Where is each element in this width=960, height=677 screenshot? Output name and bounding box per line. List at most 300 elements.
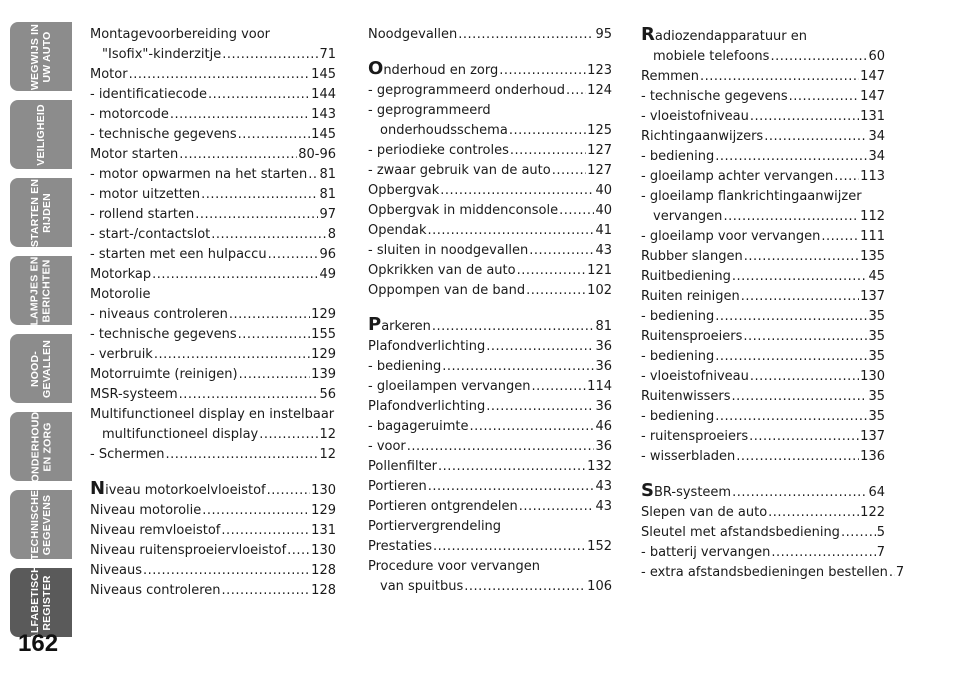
index-entry — [90, 385, 336, 405]
index-entry — [90, 225, 336, 245]
leader-dots — [510, 141, 586, 161]
leader-dots — [165, 445, 318, 465]
index-entry-text: Motorolie — [90, 287, 151, 302]
page-reference: 95 — [595, 27, 612, 42]
index-entry-text: arkeren — [381, 319, 431, 334]
index-entry — [90, 245, 336, 265]
index-entry — [641, 287, 885, 307]
index-entry-text: - extra afstandsbedieningen bestellen — [641, 565, 888, 580]
index-entry-text: Plafondverlichting — [368, 399, 486, 414]
leader-dots — [221, 521, 310, 541]
index-entry-text: Opkrikken van de auto — [368, 263, 516, 278]
index-entry — [368, 477, 612, 497]
leader-dots — [715, 407, 867, 427]
index-entry — [641, 127, 885, 147]
chapter-tab-4[interactable] — [10, 256, 72, 325]
index-entry — [368, 181, 612, 201]
page-reference: 145 — [311, 127, 336, 142]
index-entry — [641, 227, 885, 247]
page-reference: 40 — [595, 183, 612, 198]
index-entry — [368, 337, 612, 357]
index-entry-text: van spuitbus — [380, 579, 464, 594]
index-entry — [368, 161, 612, 181]
index-entry — [90, 265, 336, 285]
index-entry-text: iveau motorkoelvloeistof — [105, 483, 266, 498]
index-entry-text: Niveau motorolie — [90, 503, 202, 518]
leader-dots — [195, 205, 318, 225]
index-entry-text: Montagevoorbereiding voor — [90, 27, 271, 42]
page-reference: 43 — [595, 479, 612, 494]
index-entry-text: - gloeilamp flankrichtingaanwijzer — [641, 189, 862, 204]
index-entry — [90, 479, 336, 501]
leader-dots — [552, 161, 586, 181]
index-entry — [368, 101, 612, 141]
leader-dots — [768, 503, 859, 523]
index-entry-text: adiozendapparatuur en — [654, 29, 808, 44]
index-entry — [90, 521, 336, 541]
leader-dots — [407, 437, 595, 457]
page-reference: 147 — [860, 69, 885, 84]
index-entry — [368, 557, 612, 597]
leader-dots — [179, 385, 319, 405]
index-entry — [641, 147, 885, 167]
leader-dots — [750, 367, 859, 387]
page-reference: 145 — [311, 67, 336, 82]
page-reference: 127 — [587, 163, 612, 178]
page-reference: 123 — [587, 63, 612, 78]
leader-dots — [427, 221, 594, 241]
index-entry-line — [90, 405, 336, 425]
leader-dots — [789, 87, 860, 107]
leader-dots — [152, 265, 318, 285]
leader-dots — [267, 481, 311, 501]
chapter-tab-1[interactable] — [10, 22, 72, 91]
page-reference: 81 — [319, 187, 336, 202]
page-reference: 124 — [587, 83, 612, 98]
leader-dots — [433, 537, 586, 557]
leader-dots — [179, 145, 297, 165]
chapter-tab-label: ALFABETISCH REGISTER — [29, 564, 54, 641]
index-entry-text: Richtingaanwijzers — [641, 129, 764, 144]
index-entry — [368, 141, 612, 161]
leader-dots — [749, 427, 859, 447]
index-entry — [641, 327, 885, 347]
index-entry-line — [641, 187, 885, 207]
index-entry — [90, 365, 336, 385]
index-entry-text: - technische gegevens — [641, 89, 788, 104]
leader-dots — [509, 121, 586, 141]
leader-dots — [532, 377, 587, 397]
index-entry-text: Sleutel met afstandsbediening — [641, 525, 840, 540]
page-reference: 35 — [868, 389, 885, 404]
index-entry-text: mobiele telefoons — [653, 49, 770, 64]
index-letter: N — [90, 478, 106, 499]
index-entry — [90, 501, 336, 521]
page-reference: 35 — [868, 349, 885, 364]
leader-dots — [222, 581, 311, 601]
page-reference: 36 — [595, 399, 612, 414]
leader-dots — [821, 227, 859, 247]
index-entry-text: - gloeilamp voor vervangen — [641, 229, 821, 244]
leader-dots — [469, 417, 594, 437]
index-entry — [90, 581, 336, 601]
index-entry — [90, 445, 336, 465]
leader-dots — [499, 61, 586, 81]
index-entry — [90, 145, 336, 165]
index-entry — [641, 503, 885, 523]
index-entry-text: - niveaus controleren — [90, 307, 228, 322]
leader-dots — [715, 307, 867, 327]
leader-dots — [238, 125, 311, 145]
index-entry-text: Motorruimte (reinigen) — [90, 367, 238, 382]
index-entry — [368, 377, 612, 397]
index-entry-text: - bagageruimte — [368, 419, 469, 434]
chapter-tab-label: LAMPJES EN BERICHTEN — [29, 255, 54, 326]
index-entry-text: - voor — [368, 439, 406, 454]
index-entry-text: BR-systeem — [653, 485, 732, 500]
page-reference: 114 — [587, 379, 612, 394]
page-reference: 12 — [319, 447, 336, 462]
index-entry-text: Portieren — [368, 479, 427, 494]
chapter-tab-2[interactable] — [10, 100, 72, 169]
index-entry-text: - verbruik — [90, 347, 153, 362]
chapter-tab-label: STARTEN EN RIJDEN — [29, 178, 53, 247]
leader-dots — [486, 337, 594, 357]
leader-dots — [741, 287, 859, 307]
leader-dots — [770, 47, 867, 67]
index-entry — [368, 25, 612, 45]
page-reference: 121 — [587, 263, 612, 278]
index-column-3 — [641, 24, 905, 583]
index-column-1 — [90, 25, 336, 601]
page-reference: 35 — [868, 309, 885, 324]
index-entry — [641, 563, 905, 583]
index-entry — [368, 397, 612, 417]
leader-dots — [715, 147, 867, 167]
page-reference: 34 — [868, 129, 885, 144]
index-entry — [641, 407, 885, 427]
index-entry — [641, 167, 885, 187]
page-reference: 102 — [587, 283, 612, 298]
page-reference: 135 — [860, 249, 885, 264]
index-entry — [368, 517, 612, 537]
page-reference: 60 — [868, 49, 885, 64]
index-entry-text: - wisserbladen — [641, 449, 736, 464]
index-entry-text: Rubber slangen — [641, 249, 743, 264]
index-entry — [90, 25, 336, 65]
index-entry — [641, 387, 885, 407]
page-reference: 112 — [860, 209, 885, 224]
page-reference: 40 — [595, 203, 612, 218]
page-reference: 43 — [595, 243, 612, 258]
leader-dots — [442, 357, 594, 377]
page-number: 162 — [18, 630, 59, 657]
page-reference: 36 — [595, 439, 612, 454]
index-entry-text: Portiervergrendeling — [368, 519, 502, 534]
index-entry — [368, 357, 612, 377]
page-reference: 137 — [860, 289, 885, 304]
page-reference: 5 — [876, 525, 885, 540]
section-gap — [368, 301, 612, 315]
leader-dots — [732, 483, 867, 503]
leader-dots — [700, 67, 859, 87]
page-reference: 130 — [311, 543, 336, 558]
index-entry-text: - technische gegevens — [90, 127, 237, 142]
leader-dots — [202, 501, 310, 521]
index-entry-text: Ruitbediening — [641, 269, 731, 284]
leader-dots — [222, 45, 318, 65]
page-reference: 64 — [868, 485, 885, 500]
leader-dots — [841, 523, 876, 543]
index-entry — [90, 105, 336, 125]
index-entry-text: Slepen van de auto — [641, 505, 768, 520]
chapter-tab-8[interactable] — [10, 564, 72, 641]
index-entry — [368, 221, 612, 241]
page-reference: 34 — [868, 149, 885, 164]
index-entry-text: - vloeistofniveau — [641, 369, 749, 384]
index-entry — [90, 125, 336, 145]
index-entry — [641, 543, 885, 563]
index-entry-text: Opendak — [368, 223, 427, 238]
page-reference: 130 — [860, 369, 885, 384]
index-entry-text: Remmen — [641, 69, 700, 84]
index-entry — [368, 281, 612, 301]
page-reference: 36 — [595, 339, 612, 354]
page-reference: 130 — [311, 483, 336, 498]
page-reference: 129 — [311, 307, 336, 322]
leader-dots — [744, 247, 859, 267]
index-entry-text: - sluiten in noodgevallen — [368, 243, 529, 258]
leader-dots — [526, 281, 586, 301]
index-entry-text: Ruitenwissers — [641, 389, 731, 404]
chapter-tab-label: ONDERHOUD EN ZORG — [29, 411, 54, 482]
index-entry — [641, 367, 885, 387]
index-entry — [368, 417, 612, 437]
index-entry — [368, 201, 612, 221]
index-entry-text: - identificatiecode — [90, 87, 207, 102]
index-entry — [90, 325, 336, 345]
page-reference: 80-96 — [298, 147, 336, 162]
leader-dots — [308, 165, 318, 185]
index-entry-text: Portieren ontgrendelen — [368, 499, 518, 514]
leader-dots — [889, 563, 895, 583]
index-entry-text: MSR-systeem — [90, 387, 178, 402]
leader-dots — [287, 541, 310, 561]
leader-dots — [170, 105, 310, 125]
page-reference: 81 — [595, 319, 612, 334]
leader-dots — [723, 207, 859, 227]
index-entry — [368, 81, 612, 101]
page-reference: 128 — [311, 583, 336, 598]
index-entry-text: - motor opwarmen na het starten — [90, 167, 308, 182]
section-gap — [641, 467, 885, 481]
leader-dots — [208, 85, 310, 105]
index-letter: O — [368, 58, 384, 79]
leader-dots — [732, 267, 868, 287]
index-entry — [641, 523, 885, 543]
index-entry — [90, 65, 336, 85]
index-entry-text: - motor uitzetten — [90, 187, 201, 202]
page-reference: 128 — [311, 563, 336, 578]
page-reference: 12 — [319, 427, 336, 442]
index-entry-text: - bediening — [368, 359, 442, 374]
index-entry-text: - geprogrammeerd — [368, 103, 491, 118]
index-entry-text: - Schermen — [90, 447, 165, 462]
leader-dots — [239, 365, 311, 385]
index-entry-text: - starten met een hulpaccu — [90, 247, 267, 262]
chapter-tab-7[interactable] — [10, 490, 72, 559]
index-entry-line — [641, 25, 885, 47]
index-entry-line — [368, 557, 612, 577]
page-reference: 147 — [860, 89, 885, 104]
section-gap — [90, 465, 336, 479]
index-entry — [90, 205, 336, 225]
page-reference: 122 — [860, 505, 885, 520]
page-reference: 35 — [868, 329, 885, 344]
page-reference: 129 — [311, 503, 336, 518]
leader-dots — [440, 181, 594, 201]
page-reference: 81 — [319, 167, 336, 182]
page-reference: 71 — [319, 47, 336, 62]
index-entry — [90, 185, 336, 205]
page-reference: 113 — [860, 169, 885, 184]
index-entry-text: multifunctioneel display — [102, 427, 259, 442]
leader-dots — [486, 397, 594, 417]
page-reference: 143 — [311, 107, 336, 122]
chapter-tab-label: TECHNISCHE GEGEVENS — [29, 489, 54, 560]
leader-dots — [259, 425, 318, 445]
index-entry-text: onderhoudsschema — [380, 123, 508, 138]
index-entry-text: Ruitensproeiers — [641, 329, 743, 344]
section-gap — [368, 45, 612, 59]
page-reference: 41 — [595, 223, 612, 238]
chapter-tab-3[interactable] — [10, 178, 72, 247]
page-reference: 97 — [319, 207, 336, 222]
index-entry — [368, 437, 612, 457]
index-entry-text: - zwaar gebruik van de auto — [368, 163, 551, 178]
index-entry — [641, 25, 885, 67]
index-entry — [90, 541, 336, 561]
leader-dots — [229, 305, 310, 325]
page-reference: 127 — [587, 143, 612, 158]
index-entry-text: - gloeilampen vervangen — [368, 379, 531, 394]
leader-dots — [458, 25, 594, 45]
index-entry — [368, 457, 612, 477]
chapter-tab-5[interactable] — [10, 334, 72, 403]
index-entry-text: Multifunctioneel display en instelbaar — [90, 407, 335, 422]
index-entry-text: - vloeistofniveau — [641, 109, 749, 124]
index-entry-text: nderhoud en zorg — [383, 63, 499, 78]
page-reference: 132 — [587, 459, 612, 474]
index-entry-text: - bediening — [641, 149, 715, 164]
page-reference: 129 — [311, 347, 336, 362]
index-entry — [641, 481, 885, 503]
page-reference: 111 — [860, 229, 885, 244]
page-reference: 155 — [311, 327, 336, 342]
index-entry — [90, 345, 336, 365]
index-entry — [368, 241, 612, 261]
index-entry-text: "Isofix"-kinderzitje — [102, 47, 222, 62]
leader-dots — [519, 497, 595, 517]
index-entry — [90, 165, 336, 185]
index-entry-text: - start-/contactslot — [90, 227, 211, 242]
index-entry-text: - geprogrammeerd onderhoud — [368, 83, 565, 98]
page-reference: 35 — [868, 409, 885, 424]
index-entry-text: Motorkap — [90, 267, 152, 282]
page-reference: 45 — [868, 269, 885, 284]
chapter-tab-label: NOOD- GEVALLEN — [29, 339, 53, 398]
page-reference: 96 — [319, 247, 336, 262]
leader-dots — [201, 185, 318, 205]
index-entry — [641, 307, 885, 327]
index-entry — [90, 405, 336, 445]
chapter-tabs — [2, 0, 78, 640]
index-entry-text: Ruiten reinigen — [641, 289, 740, 304]
index-entry-text: - batterij vervangen — [641, 545, 771, 560]
index-entry — [368, 315, 612, 337]
leader-dots — [566, 81, 586, 101]
index-entry — [368, 537, 612, 557]
index-entry-text: Motor starten — [90, 147, 179, 162]
leader-dots — [559, 201, 594, 221]
index-entry-text: Motor — [90, 67, 128, 82]
index-entry-text: - bediening — [641, 309, 715, 324]
index-entry — [641, 447, 885, 467]
chapter-tab-label: WEGWIJS IN UW AUTO — [29, 23, 54, 90]
index-column-2 — [368, 25, 612, 597]
leader-dots — [529, 241, 594, 261]
leader-dots — [428, 477, 595, 497]
page-reference: 152 — [587, 539, 612, 554]
page-reference: 137 — [860, 429, 885, 444]
leader-dots — [238, 325, 311, 345]
leader-dots — [268, 245, 319, 265]
index-entry — [641, 107, 885, 127]
index-entry-text: Niveaus controleren — [90, 583, 221, 598]
chapter-tab-6[interactable] — [10, 412, 72, 481]
page-reference: 131 — [311, 523, 336, 538]
page-reference: 7 — [876, 545, 885, 560]
index-entry-text: - bediening — [641, 349, 715, 364]
leader-dots — [732, 387, 868, 407]
index-entry — [641, 247, 885, 267]
leader-dots — [743, 327, 867, 347]
index-entry-text: Noodgevallen — [368, 27, 458, 42]
leader-dots — [715, 347, 867, 367]
index-entry — [641, 427, 885, 447]
index-entry — [368, 261, 612, 281]
page-reference: 43 — [595, 499, 612, 514]
index-entry-text: - periodieke controles — [368, 143, 509, 158]
page-reference: 139 — [311, 367, 336, 382]
index-entry — [90, 561, 336, 581]
index-entry-text: - bediening — [641, 409, 715, 424]
index-entry — [641, 267, 885, 287]
leader-dots — [764, 127, 867, 147]
leader-dots — [517, 261, 587, 281]
index-entry — [641, 87, 885, 107]
page-reference: 144 — [311, 87, 336, 102]
leader-dots — [154, 345, 310, 365]
page-reference: 136 — [860, 449, 885, 464]
page-reference: 49 — [319, 267, 336, 282]
index-entry — [90, 85, 336, 105]
index-letter: R — [641, 24, 655, 45]
leader-dots — [438, 457, 586, 477]
chapter-tab-label: VEILIGHEID — [34, 103, 47, 166]
index-entry-text: Prestaties — [368, 539, 432, 554]
index-entry — [641, 67, 885, 87]
